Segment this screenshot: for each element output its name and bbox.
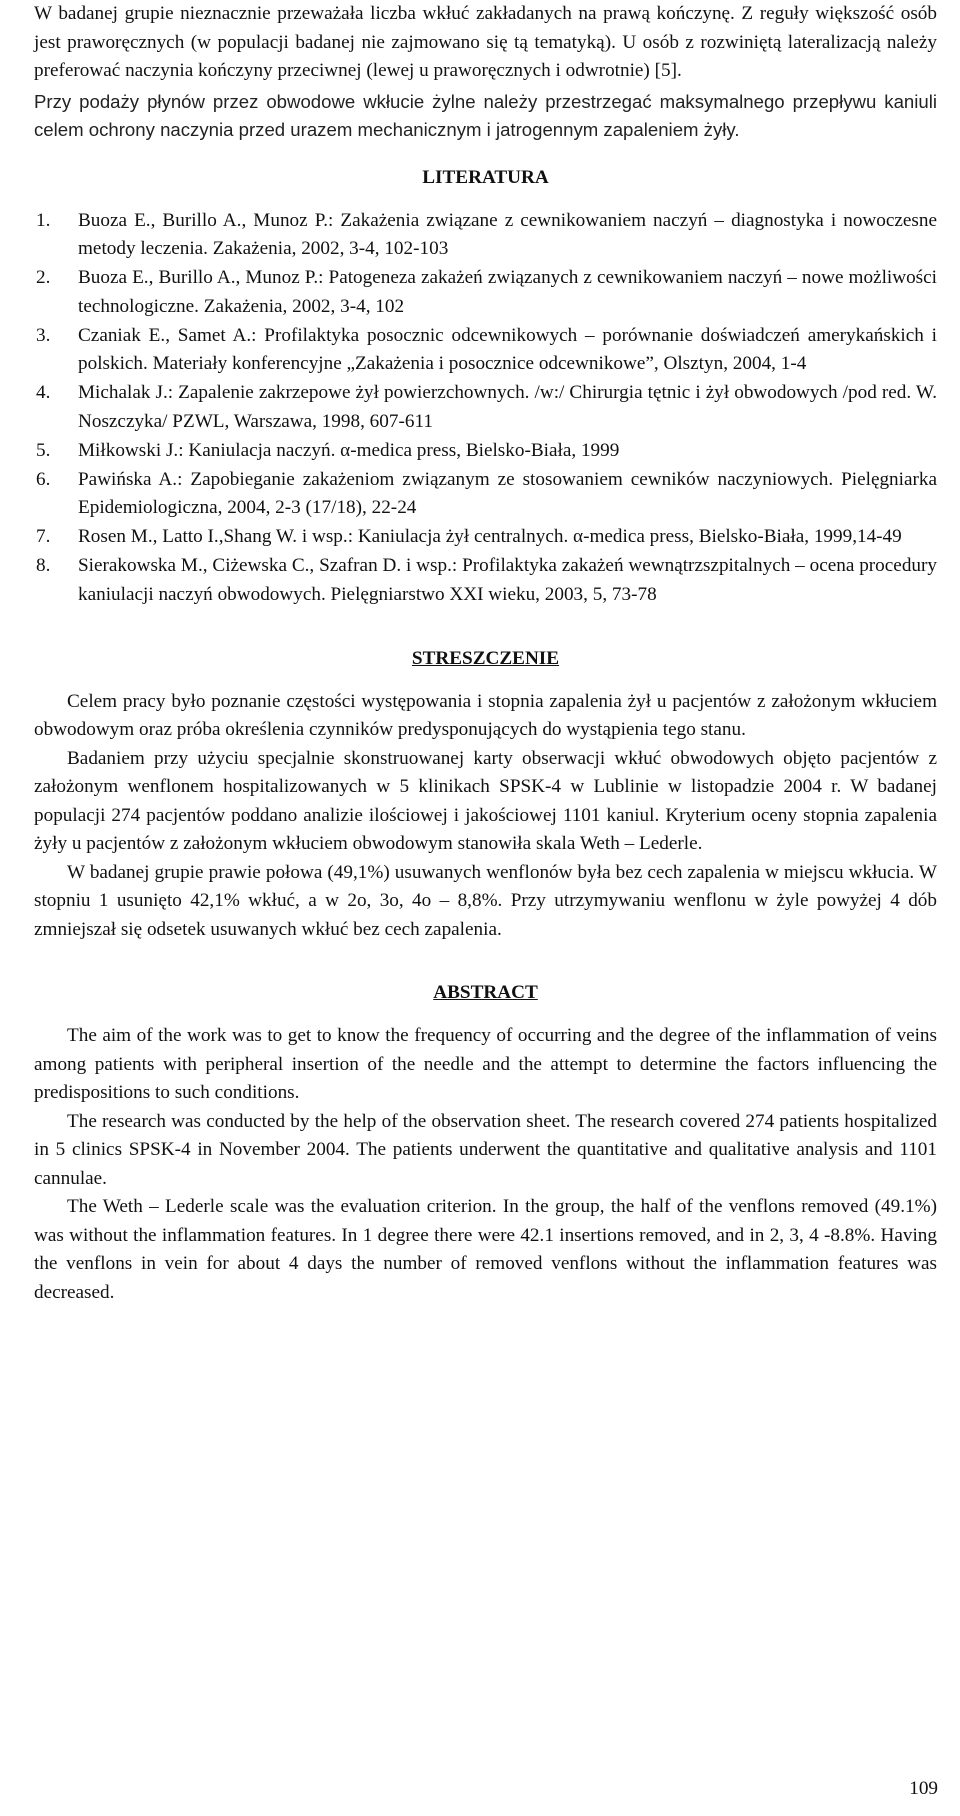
streszczenie-heading: STRESZCZENIE [411,647,560,669]
streszczenie-paragraph-1: Celem pracy było poznanie częstości występowania i stopnia zapalenia żył u pacjentów z założonym wkłuciem obwodowym oraz próba określenia czynników predysponujących do wystąpienia tego stanu. [34,690,937,741]
reference-item: 1. Buoza E., Burillo A., Munoz P.: Zakażenia związane z cewnikowaniem naczyń – diagnostyka i nowoczesne metody leczenia. Zakażenia, 2002, 3-4, 102-103 [36,209,937,260]
streszczenie-paragraph-2: Badaniem przy użyciu specjalnie skonstruowanej karty obserwacji wkłuć obwodowych objęto pacjentów z założonym wenflonem hospitalizowanych w 5 klinikach SPSK-4 w Lublinie w listopadzie 2004 r. W badanej populacji 274 pacjentów poddano analizie ilościowej i jakościowej 1101 kaniul. Kryterium oceny stopnia zapalenia żyły u pacjentów z założonym wkłuciem obwodowym stanowiła skala Weth – Lederle. [34,747,937,855]
intro-paragraph-1: W badanej grupie nieznacznie przeważała liczba wkłuć zakładanych na prawą kończynę. Z reguły większość osób jest praworęcznych (w populacji badanej nie zajmowano się tą tematyką). U osób z rozwiniętą lateralizacją należy preferować naczynia kończyny przeciwnej (lewej u praworęcznych i odwrotnie) [5]. [34,3,937,81]
reference-item: 8. Sierakowska M., Ciżewska C., Szafran D. i wsp.: Profilaktyka zakażeń wewnątrzszpitalnych – ocena procedury kaniulacji naczyń obwodowych. Pielęgniarstwo XXI wieku, 2003, 5, 73-78 [36,555,937,605]
reference-item: 3. Czaniak E., Samet A.: Profilaktyka posocznic odcewnikowych – porównanie doświadczeń amerykańskich i polskich. Materiały konferencyjne „Zakażenia i posocznice odcewnikowe”, Olsztyn, 2004, 1-4 [36,324,937,375]
reference-item: 5. Miłkowski J.: Kaniulacja naczyń. α-medica press, Bielsko-Biała, 1999 [36,439,620,461]
reference-item: 4. Michalak J.: Zapalenie zakrzepowe żył powierzchownych. /w:/ Chirurgia tętnic i żył obwodowych /pod red. W. Noszczyka/ PZWL, Warszawa, 1998, 607-611 [36,382,937,433]
abstract-heading: ABSTRACT [433,982,538,1004]
reference-item: 2. Buoza E., Burillo A., Munoz P.: Patogeneza zakażeń związanych z cewnikowaniem naczyń – nowe możliwości technologiczne. Zakażenia, 2002, 3-4, 102 [36,267,937,317]
streszczenie-paragraph-3: W badanej grupie prawie połowa (49,1%) usuwanych wenflonów była bez cech zapalenia w miejscu wkłucia. W stopniu 1 usunięto 42,1% wkłuć, a w 2o, 3o, 4o – 8,8%. Przy utrzymywaniu wenflonu w żyle powyżej 4 dób zmniejszał się odsetek usuwanych wkłuć bez cech zapalenia. [34,861,937,940]
intro-paragraph-2: Przy podaży płynów przez obwodowe wkłucie żylne należy przestrzegać maksymalnego przepływu kaniuli celem ochrony naczynia przed urazem mechanicznym i jatrogennym zapaleniem żyły. [34,90,937,140]
abstract-paragraph-2: The research was conducted by the help of the observation sheet. The research covered 274 patients hospitalized in 5 clinics SPSK-4 in November 2004. The patients underwent the quantitative and qualitative analysis and 1101 cannulae. [34,1110,937,1189]
abstract-paragraph-1: The aim of the work was to get to know the frequency of occurring and the degree of the inflammation of veins among patients with peripheral insertion of the needle and the attempt to determine the factors influencing the predispositions to such conditions. [34,1025,937,1104]
literatura-heading: LITERATURA [422,166,549,188]
abstract-paragraph-3: The Weth – Lederle scale was the evaluation criterion. In the group, the half of the venflons removed (49.1%) was without the inflammation features. In 1 degree there were 42.1 insertions removed, and in 2, 3, 4 -8.8%. Having the venflons in vein for about 4 days the number of removed venflons without the inflammation features was decreased. [34,1196,937,1303]
reference-item: 7. Rosen M., Latto I.,Shang W. i wsp.: Kaniulacja żył centralnych. α-medica press, Bielsko-Biała, 1999,14-49 [36,526,902,548]
reference-list [34,207,937,610]
paper-page [34,0,937,1307]
reference-item: 6. Pawińska A.: Zapobieganie zakażeniom związanym ze stosowaniem cewników naczyniowych. Pielęgniarka Epidemiologiczna, 2004, 2-3 (17/18), 22-24 [36,468,937,519]
page-number: 109 [909,1778,938,1799]
